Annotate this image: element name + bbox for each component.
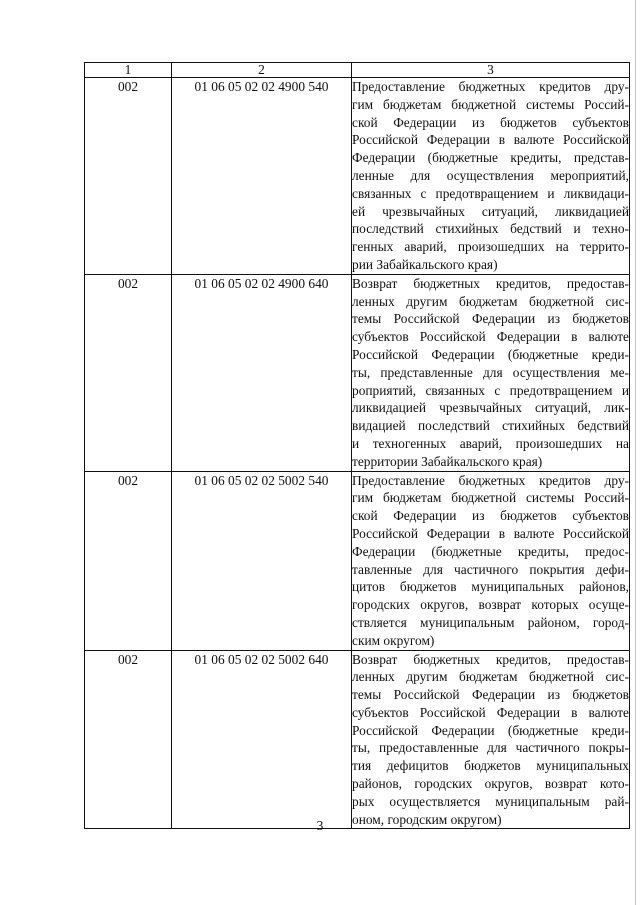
column-header-2: 2	[172, 63, 352, 78]
page-number: 3	[316, 818, 324, 833]
description-line: ленных другим бюджетам бюджетной сис-	[352, 669, 629, 685]
budget-classification-code-cell: 01 06 05 02 02 4900 640	[172, 274, 352, 471]
description-line: темы Российской Федерации из бюджетов	[352, 311, 629, 327]
description-line: ленные для осуществления мероприятий,	[352, 167, 629, 183]
description-line: ленных другим бюджетам бюджетной сис-	[352, 293, 629, 309]
description-line: и техногенных аварий, произошедших на	[352, 435, 629, 451]
description-line: цитов бюджетов муниципальных районов,	[352, 579, 629, 595]
description-line: Предоставление бюджетных кредитов дру-	[352, 472, 629, 488]
description-line: тавленные для частичного покрытия дефи-	[352, 561, 629, 577]
description-cell	[352, 650, 630, 829]
description-line: Российской Федерации в валюте Российской	[352, 525, 629, 541]
admin-code-cell: 002	[85, 650, 172, 829]
budget-classification-code-cell: 01 06 05 02 02 4900 540	[172, 78, 352, 275]
description-line: гим бюджетам бюджетной системы Россий-	[352, 96, 629, 112]
description-line: Федерации (бюджетные кредиты, предос-	[352, 543, 629, 559]
table-row	[85, 78, 630, 275]
table-body	[85, 78, 630, 829]
description-line: городских округов, возврат которых осуще-	[352, 597, 629, 613]
description-line: Российской Федерации (бюджетные креди-	[352, 346, 629, 362]
description-line: субъектов Российской Федерации в валюте	[352, 704, 629, 720]
description-cell	[352, 471, 630, 650]
budget-classification-code-cell: 01 06 05 02 02 5002 640	[172, 650, 352, 829]
description-line: ской Федерации из бюджетов субъектов	[352, 508, 629, 524]
description-line: роприятий, связанных с предотвращением и	[352, 382, 629, 398]
description-line: тия дефицитов бюджетов муниципальных	[352, 758, 629, 774]
table-row	[85, 471, 630, 650]
description-cell	[352, 78, 630, 275]
budget-classification-code-cell: 01 06 05 02 02 5002 540	[172, 471, 352, 650]
description-line: районов, городских округов, возврат кото-	[352, 776, 629, 792]
description-line: гим бюджетам бюджетной системы Россий-	[352, 490, 629, 506]
description-line: Российской Федерации в валюте Российской	[352, 132, 629, 148]
admin-code-cell: 002	[85, 274, 172, 471]
admin-code-cell: 002	[85, 78, 172, 275]
description-line: Возврат бюджетных кредитов, предостав-	[352, 651, 629, 667]
description-line: оном, городским округом)	[352, 811, 502, 827]
table-header-row	[85, 63, 630, 78]
description-line: Возврат бюджетных кредитов, предостав-	[352, 275, 629, 291]
description-cell	[352, 274, 630, 471]
admin-code-cell: 002	[85, 471, 172, 650]
column-header-1: 1	[85, 63, 172, 78]
description-line: темы Российской Федерации из бюджетов	[352, 687, 629, 703]
description-line: ствляется муниципальным районом, город-	[352, 614, 629, 630]
column-header-3: 3	[352, 63, 630, 78]
description-line: ской Федерации из бюджетов субъектов	[352, 114, 629, 130]
description-line: ты, предоставленные для частичного покры-	[352, 740, 629, 756]
description-line: рых осуществляется муниципальным рай-	[352, 793, 629, 809]
description-line: Федерации (бюджетные кредиты, представ-	[352, 150, 629, 166]
description-line: Предоставление бюджетных кредитов дру-	[352, 79, 629, 94]
description-line: территории Забайкальского края)	[352, 453, 543, 469]
description-line: субъектов Российской Федерации в валюте	[352, 329, 629, 345]
table-row	[85, 650, 630, 829]
description-line: генных аварий, произошедших на террито-	[352, 239, 629, 255]
description-line: Российской Федерации (бюджетные креди-	[352, 722, 629, 738]
description-line: ей чрезвычайных ситуаций, ликвидацией	[352, 203, 629, 219]
description-line: ты, представленные для осуществления ме-	[352, 364, 629, 380]
description-line: ликвидацией чрезвычайных ситуаций, лик-	[352, 400, 629, 416]
description-line: связанных с предотвращением и ликвидаци-	[352, 185, 629, 201]
description-line: последствий стихийных бедствий и техно-	[352, 221, 629, 237]
budget-code-table	[84, 62, 630, 829]
table-row	[85, 274, 630, 471]
description-line: видацией последствий стихийных бедствий	[352, 418, 629, 434]
description-line: рии Забайкальского края)	[352, 256, 498, 272]
description-line: ским округом)	[352, 632, 435, 648]
scan-edge-line	[635, 0, 636, 905]
